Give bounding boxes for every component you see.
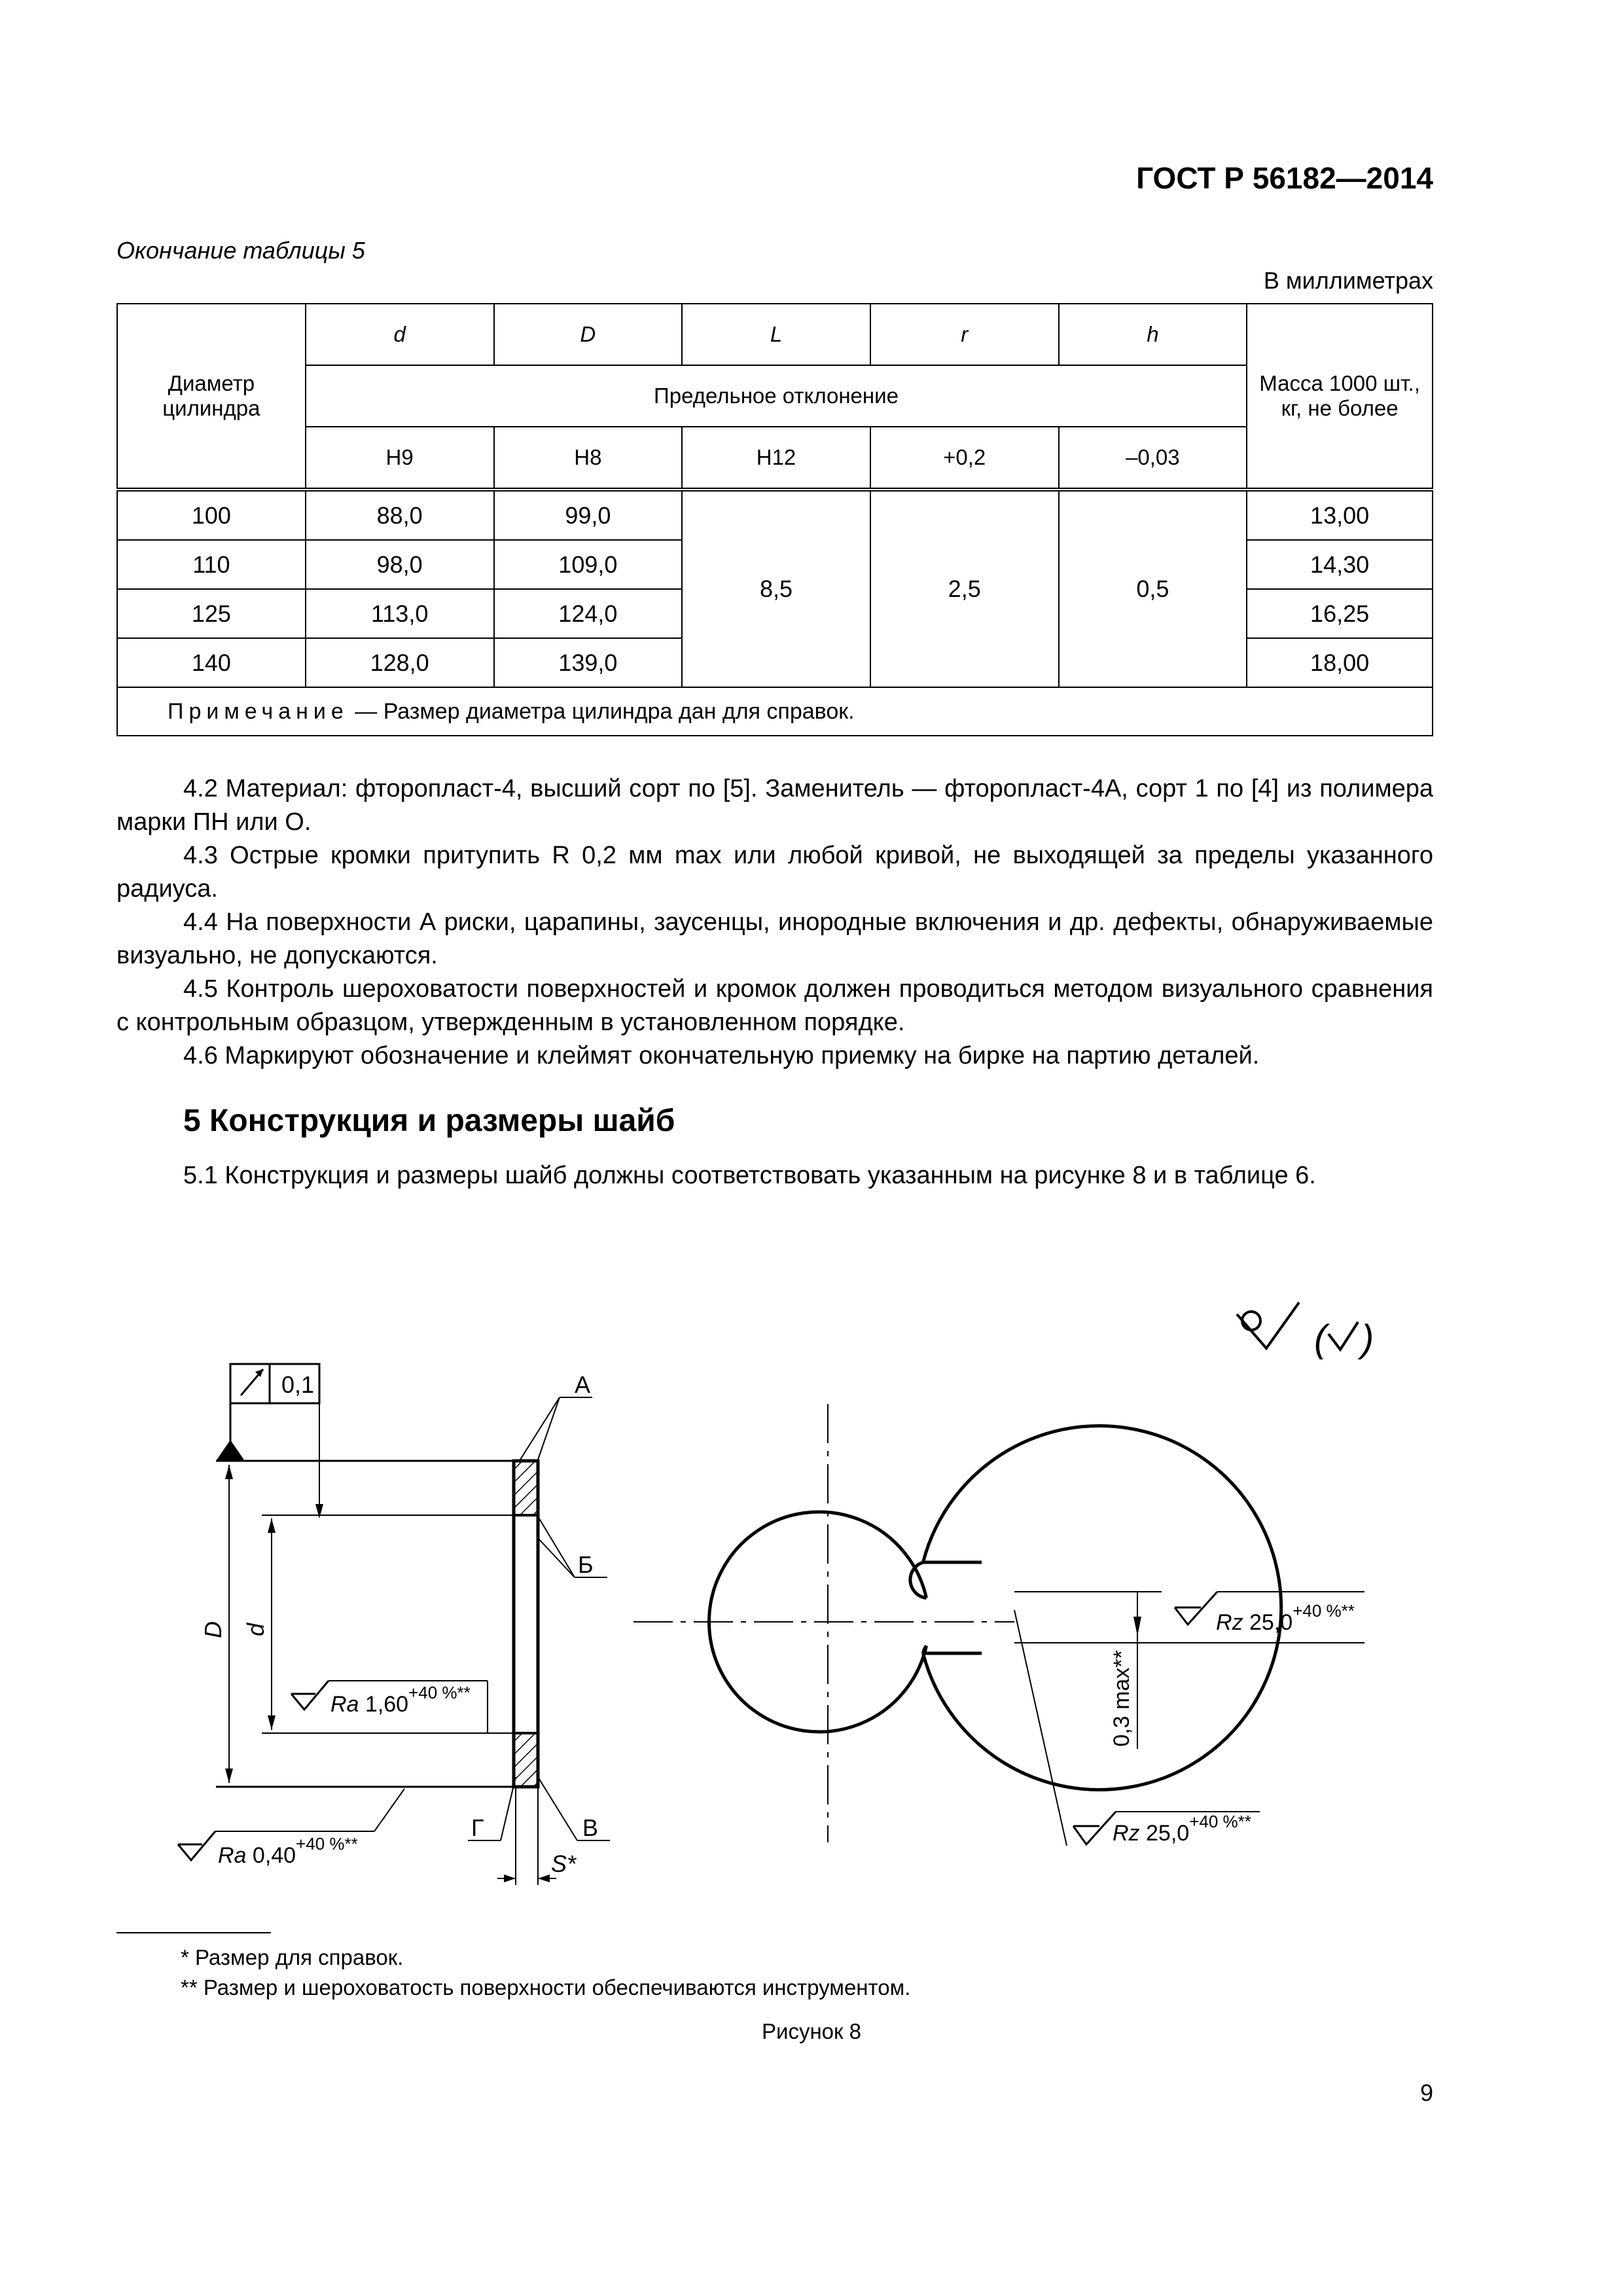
header-h: h [1059, 304, 1247, 365]
cell-mass: 14,30 [1247, 540, 1433, 589]
table-note [117, 687, 1433, 736]
tol-h: –0,03 [1059, 427, 1247, 490]
label-B-cyr: Б [578, 1551, 594, 1578]
svg-text:Rz 25,0+40 %** [1216, 1601, 1355, 1635]
dim-d-label: d [242, 1623, 269, 1637]
header-cylinder-diameter: Диаметр цилиндра [117, 304, 306, 490]
paragraph-4-3: 4.3 Острые кромки притупить R 0,2 мм max или любой кривой, не выходящей за пределы указанного радиуса. [116, 842, 1433, 903]
note-row [117, 687, 1433, 736]
cell-L: 8,5 [682, 490, 870, 687]
paragraph-4-5: 4.5 Контроль шероховатости поверхностей и кромок должен проводиться методом визуального сравнения с контрольным образцом, утвержденным в установленном порядке. [116, 975, 1433, 1036]
cell-d: 98,0 [306, 540, 494, 589]
rz1-sup: +40 %** [1293, 1601, 1355, 1621]
header-D: D [494, 304, 683, 365]
rz2-sup: +40 %** [1189, 1812, 1251, 1831]
note-label: Примечание [168, 698, 349, 724]
ra-inner-sym: Ra [330, 1692, 359, 1717]
rz2-sym: Rz [1113, 1821, 1140, 1846]
dim-gap-label: 0,3 max** [1109, 1650, 1134, 1747]
svg-text:Ra 0,40+40 %** [218, 1834, 358, 1868]
header-deviation: Предельное отклонение [306, 365, 1247, 427]
rz1-sym: Rz [1216, 1610, 1243, 1635]
paragraph-4-4: 4.4 На поверхности А риски, царапины, заусенцы, инородные включения и др. дефекты, обнаруживаемые визуально, не допускаются. [116, 908, 1433, 969]
tol-L: H12 [682, 427, 870, 490]
ra-outer-val: 0,40 [246, 1843, 296, 1868]
footnote-1: * Размер для справок. [181, 1945, 404, 1969]
page-number: 9 [1419, 2079, 1433, 2106]
cell-d: 113,0 [306, 589, 494, 638]
cell-d: 88,0 [306, 490, 494, 540]
header-d: d [306, 304, 494, 365]
header-L: L [682, 304, 870, 365]
table-caption: Окончание таблицы 5 [116, 237, 365, 264]
cell-cyl: 125 [117, 589, 306, 638]
rz1-val: 25,0 [1243, 1610, 1293, 1635]
svg-text:Rz 25,0+40 %** [1113, 1812, 1251, 1846]
footnote-divider [116, 1932, 271, 1933]
svg-text:Ra 1,60+40 %** [330, 1683, 471, 1717]
label-V: В [582, 1814, 599, 1841]
ra-inner-sup: +40 %** [408, 1683, 471, 1702]
header-mass: Масса 1000 шт., кг, не более [1247, 304, 1433, 490]
header-row-deviation [117, 365, 1433, 427]
cell-D: 109,0 [494, 540, 683, 589]
ra-inner-val: 1,60 [359, 1692, 409, 1717]
tol-r: +0,2 [870, 427, 1059, 490]
table-row [117, 490, 1433, 540]
cell-D: 139,0 [494, 638, 683, 687]
roughness-rz-edge [1175, 1592, 1364, 1635]
cell-mass: 16,25 [1247, 589, 1433, 638]
tol-D: H8 [494, 427, 683, 490]
ra-outer-sup: +40 %** [296, 1834, 358, 1854]
side-view [200, 1364, 610, 1885]
footnote-2: ** Размер и шероховатость поверхности обеспечиваются инструментом. [181, 1975, 911, 2000]
label-G: Г [471, 1814, 484, 1841]
paragraph-4-6: 4.6 Маркируют обозначение и клеймят окончательную приемку на бирке на партию деталей. [183, 1042, 1260, 1069]
cell-D: 124,0 [494, 589, 683, 638]
roughness-ra-inner [291, 1681, 488, 1733]
cell-mass: 13,00 [1247, 490, 1433, 540]
runout-value: 0,1 [281, 1371, 315, 1398]
cell-r: 2,5 [870, 490, 1059, 687]
paragraph-5-1: 5.1 Конструкция и размеры шайб должны соответствовать указанным на рисунке 8 и в таблице 6. [183, 1162, 1316, 1189]
rz2-val: 25,0 [1139, 1821, 1190, 1846]
figure-caption: Рисунок 8 [762, 2019, 861, 2043]
paragraph-4-2: 4.2 Материал: фторопласт-4, высший сорт по [5]. Заменитель — фторопласт-4А, сорт 1 по [4] из полимера марки ПН или О. [116, 775, 1433, 836]
cell-cyl: 110 [117, 540, 306, 589]
header-r: r [870, 304, 1059, 365]
paren-close: ) [1361, 1318, 1374, 1360]
section-title: 5 Конструкция и размеры шайб [183, 1103, 675, 1138]
cell-D: 99,0 [494, 490, 683, 540]
standard-number: ГОСТ Р 56182—2014 [1136, 161, 1433, 195]
cell-cyl: 100 [117, 490, 306, 540]
cell-h: 0,5 [1059, 490, 1247, 687]
paren-open: ( [1314, 1318, 1327, 1360]
tol-d: H9 [306, 427, 494, 490]
ra-outer-sym: Ra [218, 1843, 247, 1868]
header-row-symbols [117, 304, 1433, 365]
table-5 [116, 303, 1433, 736]
note-text: — Размер диаметра цилиндра дан для справок. [348, 698, 855, 724]
datum-triangle [216, 1440, 245, 1461]
units-label: В миллиметрах [1263, 267, 1433, 294]
cell-d: 128,0 [306, 638, 494, 687]
dim-D-label: D [200, 1621, 226, 1638]
header-row-tolerances [117, 427, 1433, 490]
figure-8-drawing [0, 1230, 1623, 1924]
cell-mass: 18,00 [1247, 638, 1433, 687]
label-A: А [575, 1371, 591, 1398]
roughness-ra-outer [178, 1789, 404, 1868]
requirements-text [116, 772, 1433, 1073]
cell-cyl: 140 [117, 638, 306, 687]
dim-S-label: S* [551, 1850, 577, 1877]
washer-outer-contour [923, 1426, 1281, 1790]
general-roughness-mark [1237, 1302, 1374, 1360]
